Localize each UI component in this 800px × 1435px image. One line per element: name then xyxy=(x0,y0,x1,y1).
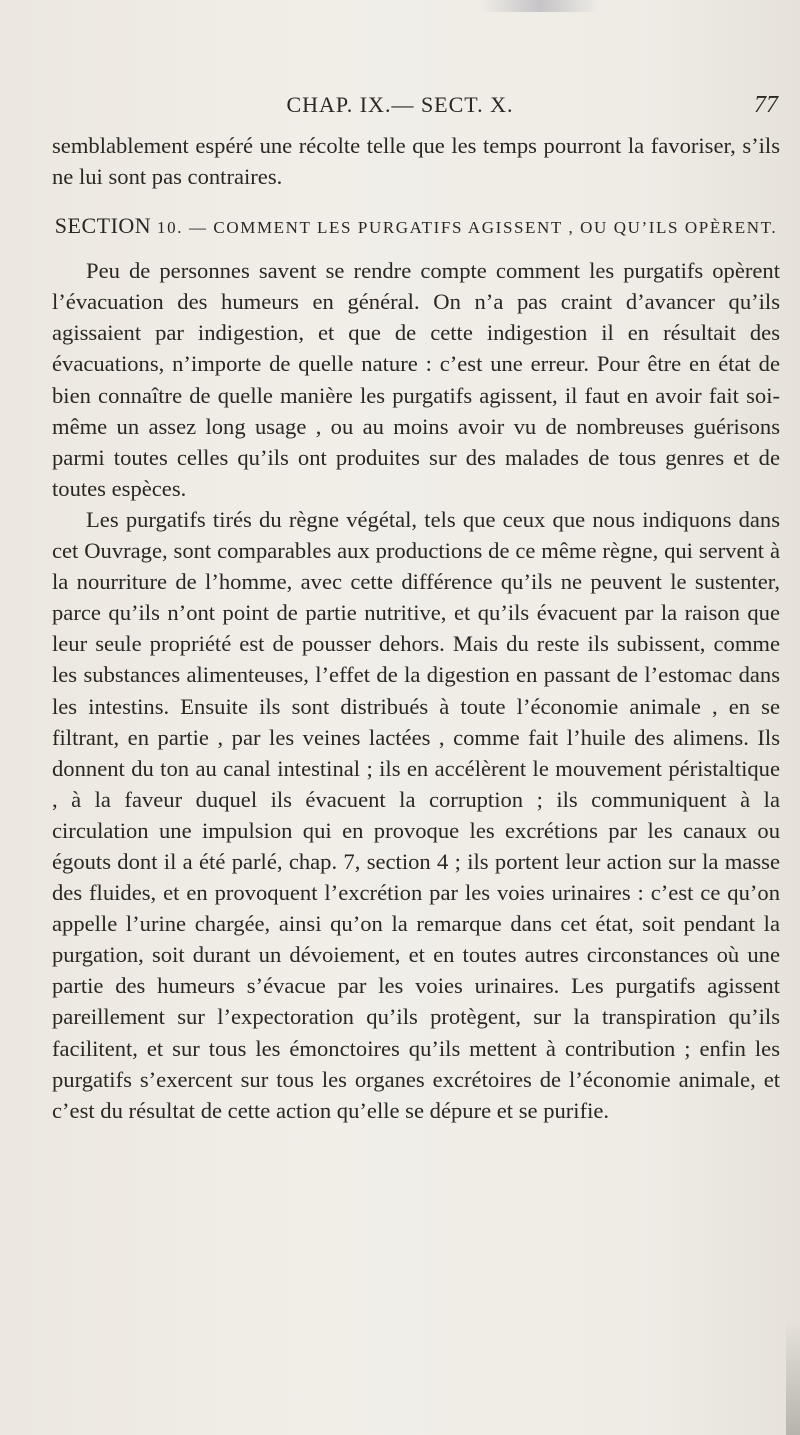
scan-shadow xyxy=(480,0,600,12)
section-heading xyxy=(52,210,780,243)
section-title: — COMMENT LES PURGATIFS AGISSENT , OU QU’ILS OPÈRENT. xyxy=(188,218,778,238)
page-number: 77 xyxy=(754,92,778,118)
page-edge-shadow xyxy=(786,1320,800,1435)
page-header xyxy=(0,92,800,132)
section-number: 10. xyxy=(157,218,184,238)
body-paragraph-1: Peu de personnes savent se rendre compte comment les purgatifs opèrent l’évacuation des humeurs en général. On n’a pas craint d’avancer qu’ils agissaient par indigestion, et que de cette indigestion il en résultait des évacuations, n’importe de quelle nature : c’est une erreur. Pour être en état de bien connaître de quelle manière les purgatifs agissent, il faut en avoir fait soi-même un assez long usage , ou au moins avoir vu de nombreuses guérisons parmi toutes celles qu’ils ont produites sur des malades de tous genres et de toutes espèces. xyxy=(52,258,780,501)
body-paragraph-2: Les purgatifs tirés du règne végétal, tels que ceux que nous indiquons dans cet Ouvrage, sont comparables aux productions de ce même règne, qui servent à la nourriture de l’homme, avec cette différence qu’ils ne peuvent le sustenter, parce qu’ils n’ont point de partie nutritive, et qu’ils évacuent par la raison que leur seule propriété est de pousser dehors. Mais du reste ils subissent, comme les substances alimenteuses, l’effet de la digestion en passant de l’estomac dans les intestins. Ensuite ils sont distribués à toute l’économie animale , en se filtrant, en partie , par les veines lactées , comme fait l’huile des alimens. Ils donnent du ton au canal intestinal ; ils en accélèrent le mouvement péristaltique , à la faveur duquel ils évacuent la corruption ; ils communiquent à la circulation une impulsion qui en provoque les excrétions par les canaux ou égouts dont il a été parlé, chap. 7, section 4 ; ils portent leur action sur la masse des fluides, et en provoquent l’excrétion par les voies urinaires : c’est ce qu’on appelle l’urine chargée, ainsi qu’on la remarque dans cet état, soit pendant la purgation, soit durant un dévoiement, et en toutes autres circonstances où une partie des humeurs s’évacue par les voies urinaires. Les purgatifs agissent pareillement sur l’expectoration qu’ils protègent, sur la transpiration qu’ils facilitent, et sur tous les émonctoires qu’ils mettent à contribution ; enfin les purgatifs s’exercent sur tous les organes excrétoires de l’économie animale, et c’est du résultat de cette action qu’elle se dépure et se purifie. xyxy=(52,506,780,1123)
section-label: SECTION xyxy=(54,213,152,239)
running-head: CHAP. IX.— SECT. X. xyxy=(286,92,514,117)
page-body xyxy=(52,130,780,1126)
intro-paragraph: semblablement espéré une récolte telle que les temps pourront la favoriser, s’ils ne lui sont pas contraires. xyxy=(52,133,780,190)
